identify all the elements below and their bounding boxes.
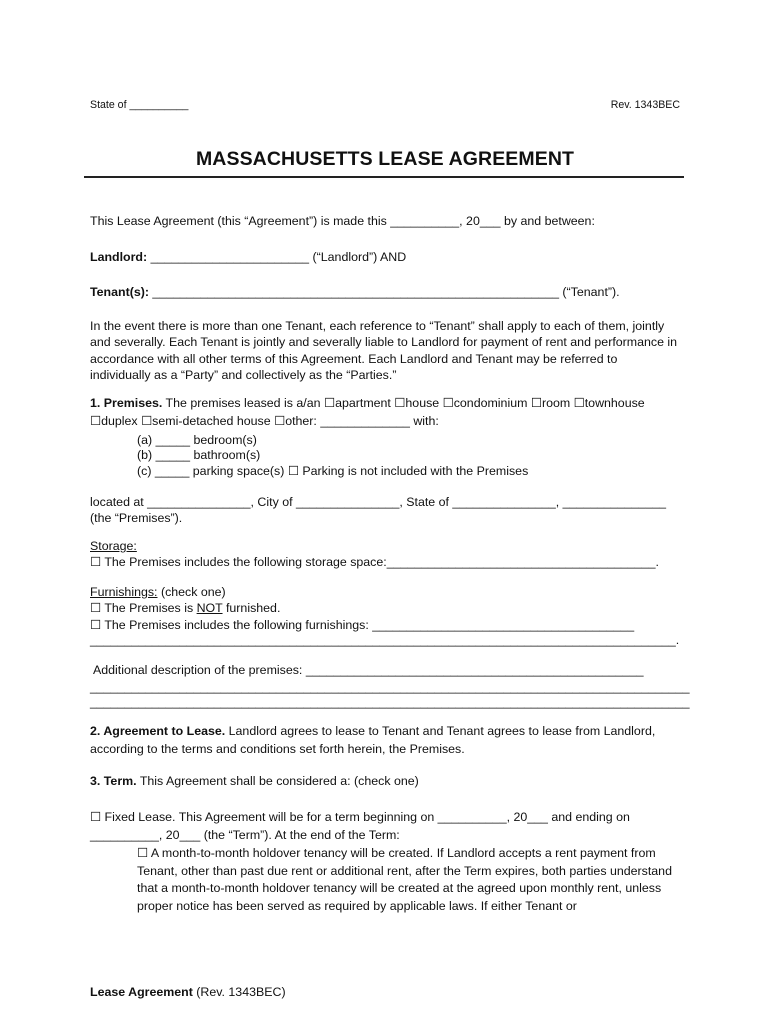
state-of-field: State of __________ bbox=[90, 99, 189, 111]
landlord-label: Landlord: bbox=[90, 250, 148, 264]
premises-line-1 bbox=[90, 395, 645, 411]
parking-line: (c) _____ parking space(s) ☐ Parking is not included with the Premises bbox=[137, 464, 529, 478]
agreement-to-lease-paragraph bbox=[90, 722, 680, 758]
storage-heading: Storage: bbox=[90, 539, 137, 553]
located-at-line: located at _______________, City of _______________, State of _______________, _______________ bbox=[90, 495, 667, 509]
storage-line: ☐ The Premises includes the following storage space:_______________________________________. bbox=[90, 555, 659, 569]
document-title: MASSACHUSETTS LEASE AGREEMENT bbox=[195, 148, 575, 170]
term-heading: 3. Term. bbox=[90, 774, 137, 788]
additional-description-line-1: _______________________________________________________________________________________ bbox=[90, 680, 690, 694]
tenant-label: Tenant(s): bbox=[90, 285, 149, 299]
furnishings-check-one: (check one) bbox=[157, 585, 226, 599]
bathrooms-line: (b) _____ bathroom(s) bbox=[137, 448, 261, 462]
furnishings-option-2: ☐ The Premises includes the following furnishings: ______________________________________ bbox=[90, 618, 635, 632]
tenant-text: ___________________________________________________________ (“Tenant”). bbox=[148, 285, 620, 299]
premises-heading: 1. Premises. bbox=[90, 396, 163, 410]
furnishings-option-1-post: furnished. bbox=[222, 601, 281, 615]
premises-line-2: ☐duplex ☐semi-detached house ☐other: _____________ with: bbox=[90, 414, 439, 428]
furnishings-heading: Furnishings: bbox=[90, 585, 158, 599]
agreement-to-lease-text: Landlord agrees to lease to Tenant and Tenant agrees to lease from Landlord, according to the terms and conditions set forth herein, the Premises. bbox=[90, 724, 656, 756]
revision-number: Rev. 1343BEC bbox=[610, 99, 680, 111]
fixed-lease-line-1: ☐ Fixed Lease. This Agreement will be for a term beginning on __________, 20___ and ending on bbox=[90, 810, 630, 824]
furnishings-option-1-pre: ☐ The Premises is bbox=[90, 601, 197, 615]
furnishings-option-1 bbox=[90, 600, 280, 616]
additional-description-line-2: _______________________________________________________________________________________ bbox=[90, 695, 690, 709]
premises-types: The premises leased is a/an ☐apartment ☐house ☐condominium ☐room ☐townhouse bbox=[162, 396, 645, 410]
footer bbox=[90, 984, 286, 1000]
premises-definition: (the “Premises”). bbox=[90, 511, 183, 525]
furnishings-heading-line bbox=[90, 584, 226, 600]
tenant-line bbox=[90, 284, 620, 300]
multi-tenant-paragraph: In the event there is more than one Tenant, each reference to “Tenant” shall apply to each of them, jointly and severally. Each Tenant is jointly and severally liable to Landlord for payment of rent and performance in accordance with all other terms of this Agreement. Each Landlord and Tenant may be referred to individually as a “Party” and collectively as the “Parties.” bbox=[90, 319, 678, 382]
term-line bbox=[90, 773, 419, 789]
footer-revision: (Rev. 1343BEC) bbox=[192, 985, 286, 999]
furnishings-not: NOT bbox=[196, 601, 223, 615]
term-text: This Agreement shall be considered a: (check one) bbox=[136, 774, 419, 788]
agreement-to-lease-heading: 2. Agreement to Lease. bbox=[90, 724, 226, 738]
intro-line: This Lease Agreement (this “Agreement”) is made this __________, 20___ by and between: bbox=[90, 214, 595, 228]
landlord-text: _______________________ (“Landlord”) AND bbox=[147, 250, 407, 264]
footer-label: Lease Agreement bbox=[90, 985, 193, 999]
fixed-lease-line-2: __________, 20___ (the “Term”). At the end of the Term: bbox=[90, 828, 400, 842]
title-rule bbox=[84, 176, 684, 178]
landlord-line bbox=[90, 249, 406, 265]
holdover-paragraph: ☐ A month-to-month holdover tenancy will be created. If Landlord accepts a rent payment from Tenant, other than past due rent or additional rent, after the Term expires, both parties understand that a month-to-month holdover tenancy will be created at the agreed upon monthly rent, unless proper notice has been served as required by applicable laws. If either Tenant or bbox=[137, 846, 672, 913]
additional-description-label: Additional description of the premises: _________________________________________________ bbox=[93, 663, 644, 677]
furnishings-option-2-continued: _____________________________________________________________________________________. bbox=[90, 633, 680, 647]
bedrooms-line: (a) _____ bedroom(s) bbox=[137, 433, 257, 447]
